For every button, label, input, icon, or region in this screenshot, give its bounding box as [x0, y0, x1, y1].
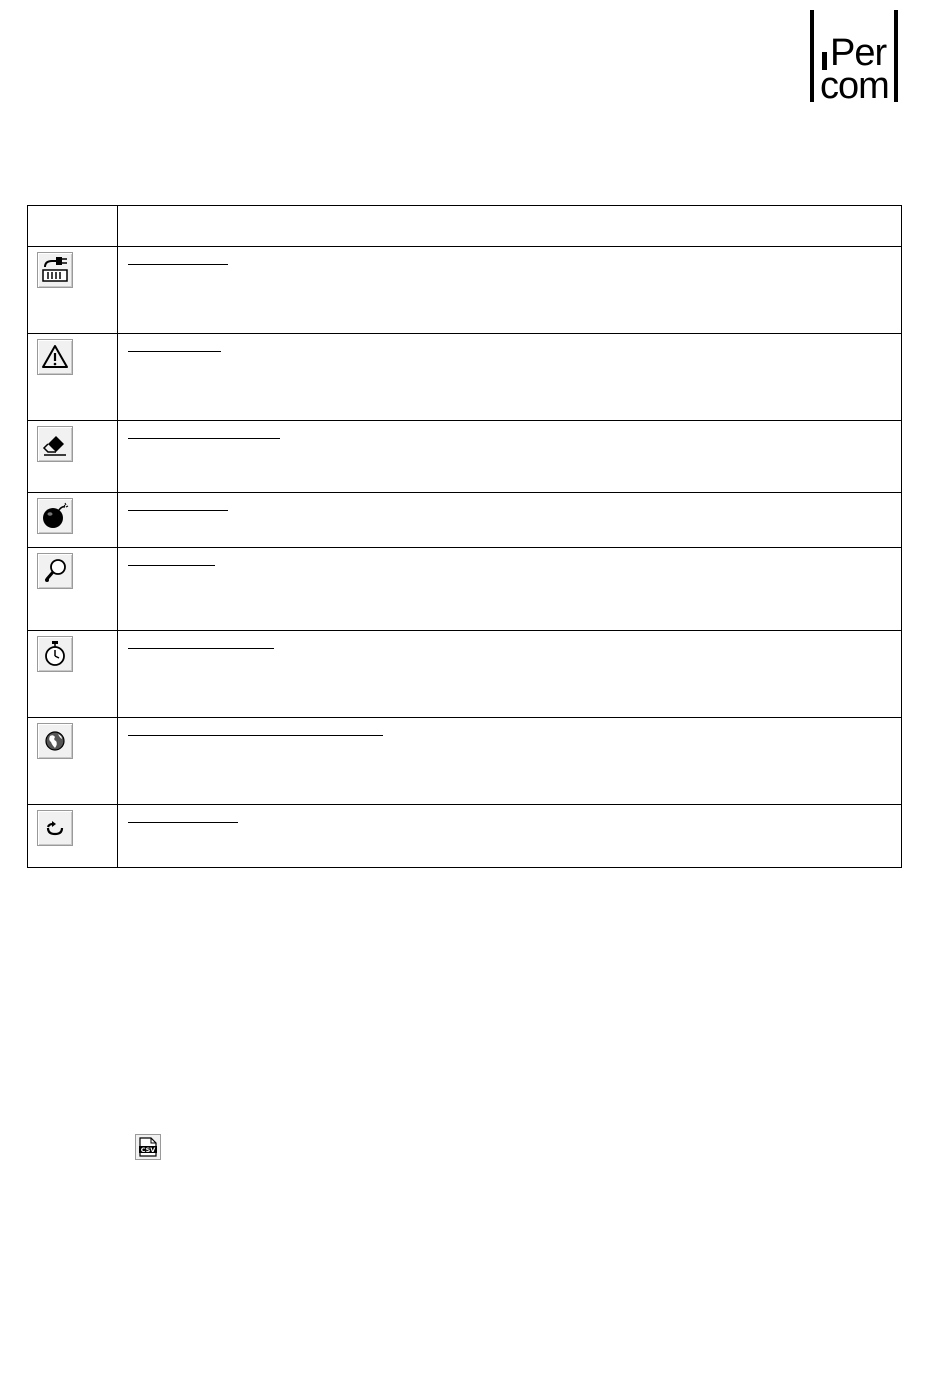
- icon-legend-table: [27, 205, 902, 868]
- description-cell: [118, 421, 902, 493]
- row-label: [128, 555, 215, 566]
- row-label: [128, 638, 274, 649]
- table-row: [28, 548, 902, 631]
- power-plug-battery-icon[interactable]: [37, 252, 73, 288]
- table-row: [28, 805, 902, 868]
- csv-file-icon[interactable]: [135, 1134, 161, 1160]
- description-cell: [118, 548, 902, 631]
- table-row: [28, 493, 902, 548]
- row-label: [128, 254, 228, 265]
- description-cell: [118, 493, 902, 548]
- icon-cell: [28, 548, 118, 631]
- icon-cell: [28, 334, 118, 421]
- description-cell: [118, 631, 902, 718]
- logo-text-bottom: com: [820, 65, 889, 107]
- table-row: [28, 631, 902, 718]
- eraser-icon[interactable]: [37, 426, 73, 462]
- logo-right-bar: [894, 10, 898, 102]
- bomb-icon[interactable]: [37, 498, 73, 534]
- iper-com-logo: [808, 10, 900, 107]
- description-cell: [118, 718, 902, 805]
- icon-cell: [28, 805, 118, 868]
- stopwatch-icon[interactable]: [37, 636, 73, 672]
- row-label: [128, 428, 280, 439]
- row-label: [128, 725, 383, 736]
- search-magnifier-icon[interactable]: [37, 553, 73, 589]
- icon-cell: [28, 631, 118, 718]
- table-header-row: [28, 206, 902, 247]
- globe-icon[interactable]: [37, 723, 73, 759]
- table-row: [28, 718, 902, 805]
- table-row: [28, 421, 902, 493]
- description-cell: [118, 805, 902, 868]
- logo-text-top: Per: [830, 32, 887, 74]
- csv-label: CSV: [140, 1146, 156, 1154]
- row-label: [128, 812, 238, 823]
- icon-cell: [28, 421, 118, 493]
- icon-cell: [28, 718, 118, 805]
- refresh-cycle-icon[interactable]: [37, 810, 73, 846]
- description-cell: [118, 334, 902, 421]
- logo-left-bar: [810, 10, 814, 102]
- warning-triangle-icon[interactable]: [37, 339, 73, 375]
- icon-cell: [28, 493, 118, 548]
- table-row: [28, 334, 902, 421]
- icon-cell: [28, 247, 118, 334]
- table-row: [28, 247, 902, 334]
- header-description-column: [118, 206, 902, 247]
- description-cell: [118, 247, 902, 334]
- row-label: [128, 500, 228, 511]
- row-label: [128, 341, 221, 352]
- header-icon-column: [28, 206, 118, 247]
